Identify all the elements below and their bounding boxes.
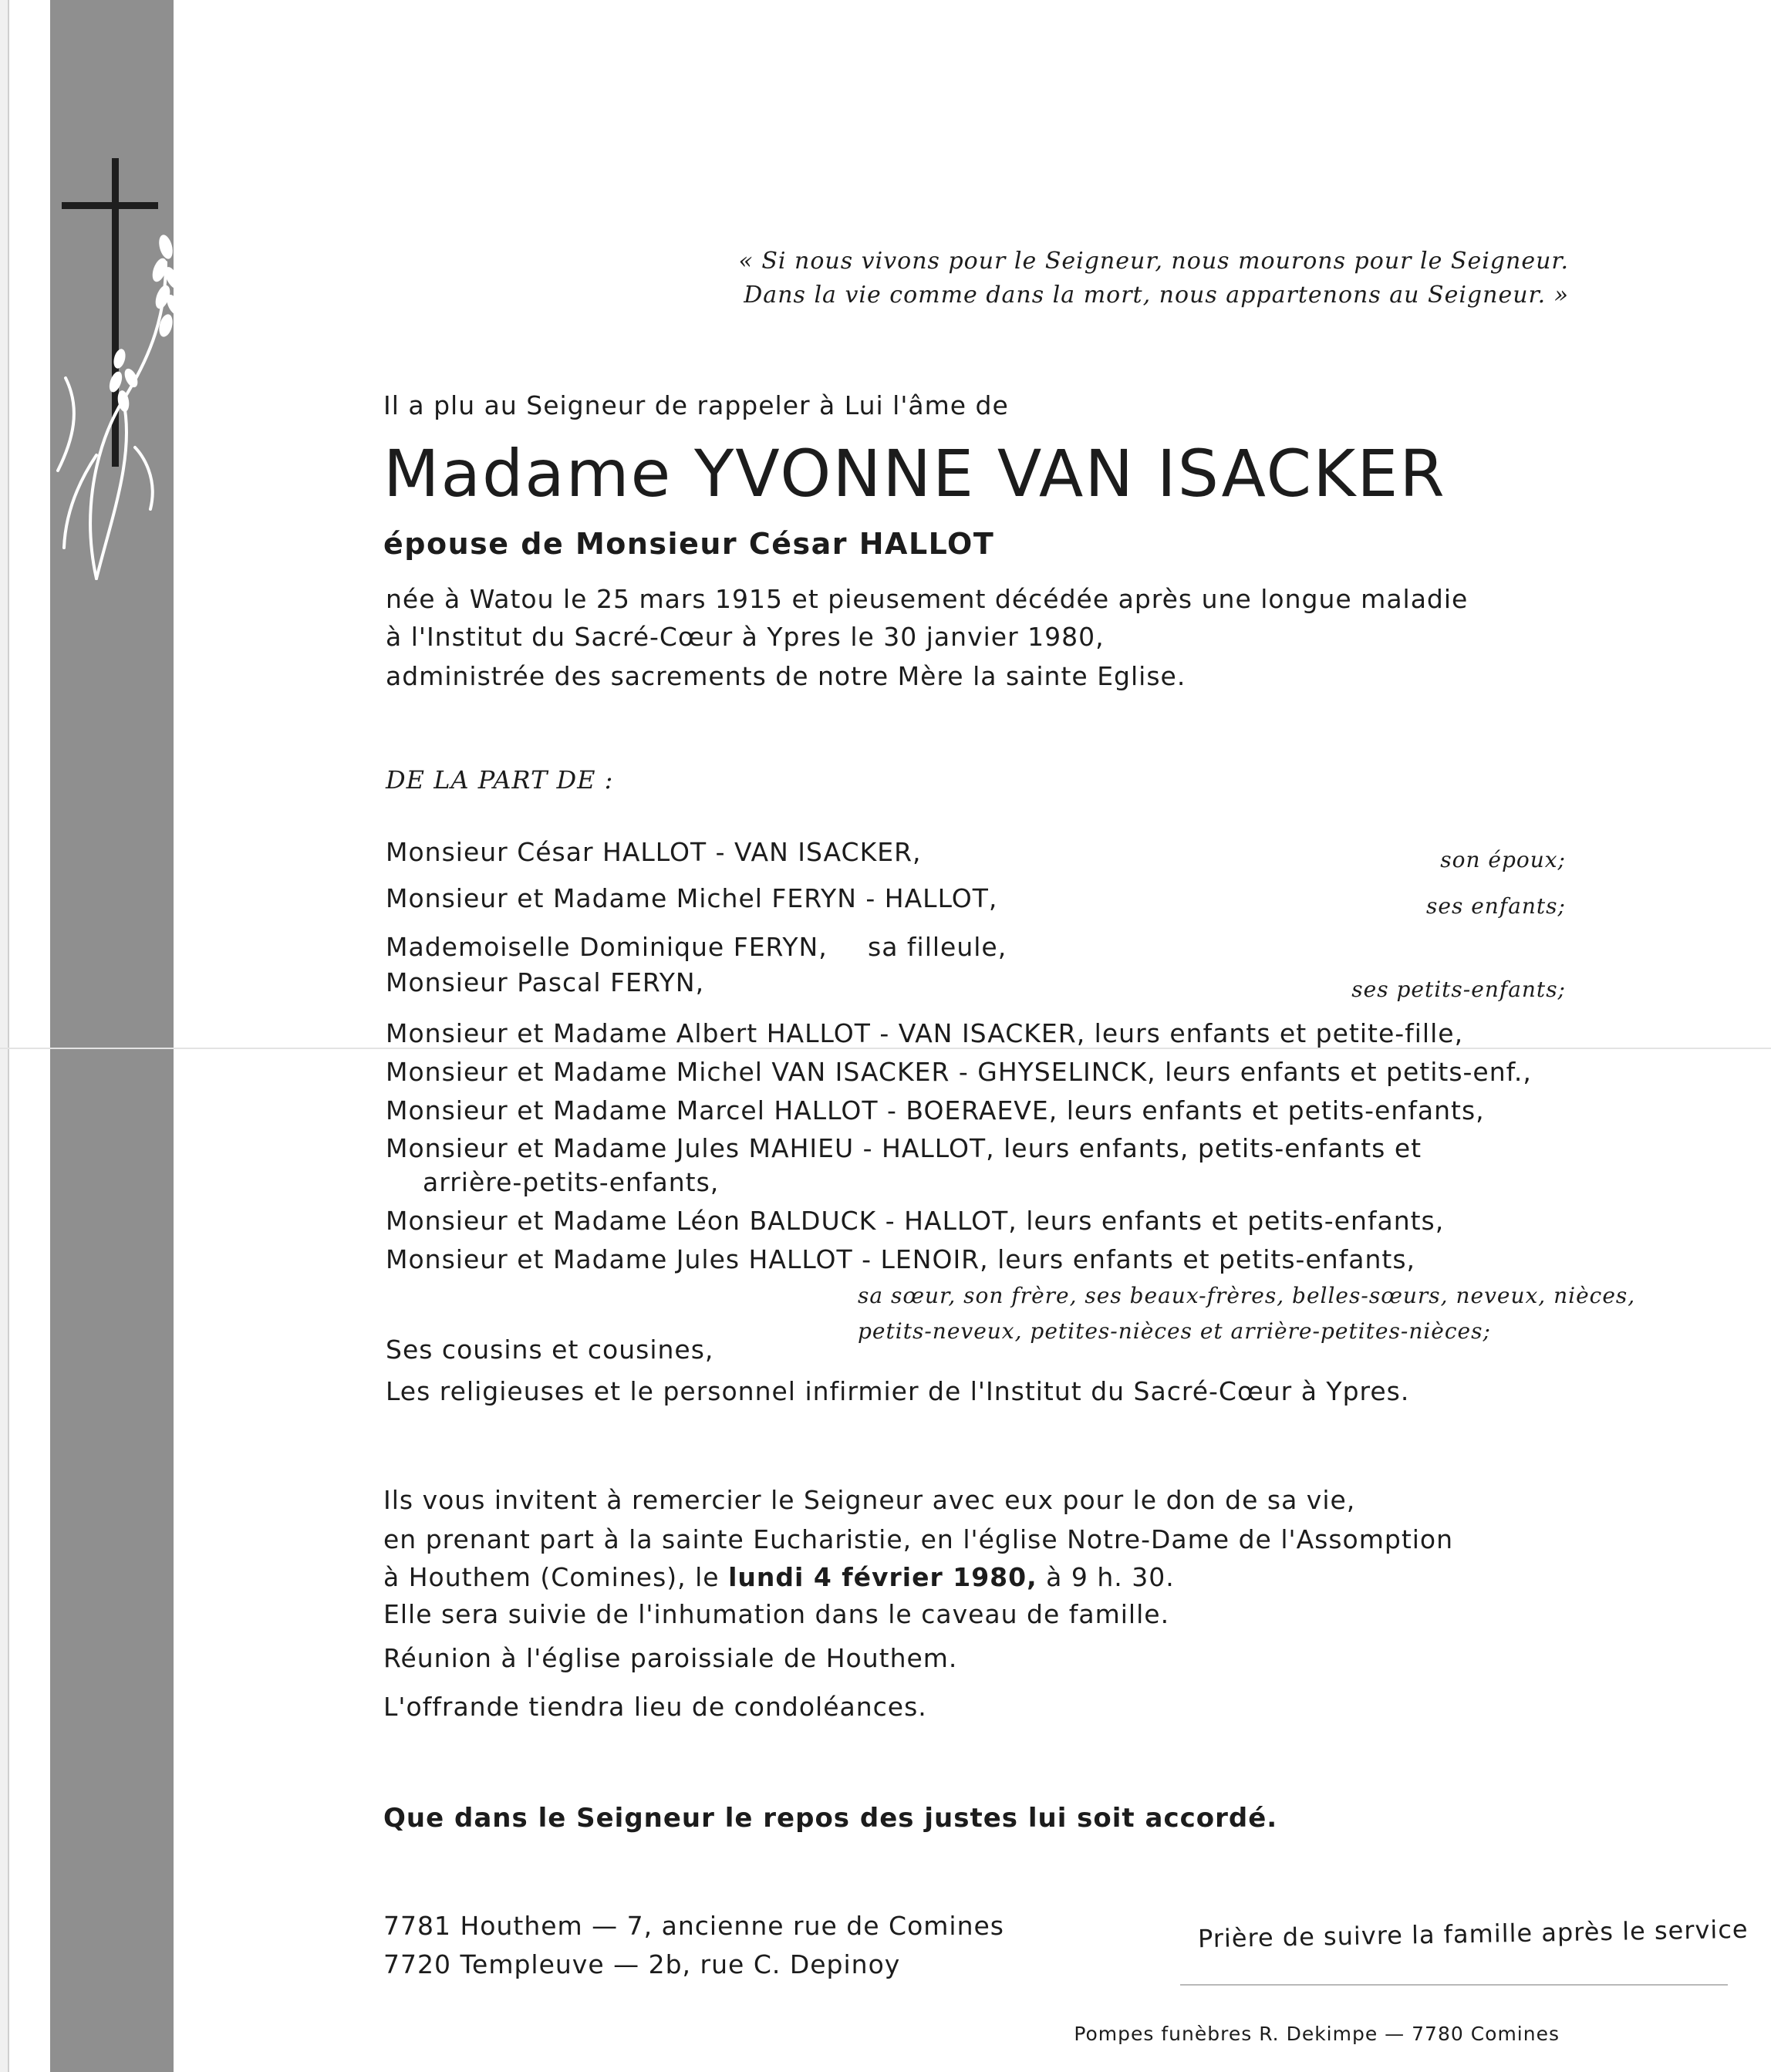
sibling-6: Monsieur et Madame Jules HALLOT - LENOIR, leurs enfants et petits-enfants, bbox=[386, 1244, 1416, 1274]
family-goddaughter: Mademoiselle Dominique FERYN, bbox=[386, 932, 828, 962]
invitation-line-1: Ils vous invitent à remercier le Seigneur avec eux pour le don de sa vie, bbox=[383, 1485, 1356, 1515]
sibling-3: Monsieur et Madame Marcel HALLOT - BOERAEVE, leurs enfants et petits-enfants, bbox=[386, 1095, 1485, 1125]
relation-siblings-2: petits-neveux, petites-nièces et arrière-petites-nièces; bbox=[858, 1318, 1491, 1344]
quote-line-2: Dans la vie comme dans la mort, nous appartenons au Seigneur. » bbox=[744, 282, 1569, 309]
prayer-line: Que dans le Seigneur le repos des justes lui soit accordé. bbox=[383, 1803, 1278, 1834]
bio-line-2: à l'Institut du Sacré-Cœur à Ypres le 30 janvier 1980, bbox=[386, 622, 1105, 652]
address-1: 7781 Houthem — 7, ancienne rue de Comines bbox=[383, 1911, 1004, 1941]
deceased-name: Madame YVONNE VAN ISACKER bbox=[383, 436, 1446, 511]
invitation-line-2: en prenant part à la sainte Eucharistie, en l'église Notre-Dame de l'Assomption bbox=[383, 1524, 1454, 1554]
family-spouse: Monsieur César HALLOT - VAN ISACKER, bbox=[386, 837, 922, 867]
sibling-4-cont: arrière-petits-enfants, bbox=[423, 1167, 720, 1197]
bio-line-3: administrée des sacrements de notre Mère la sainte Eglise. bbox=[386, 661, 1186, 691]
goddaughter-note: sa filleule, bbox=[868, 932, 1007, 962]
from-heading: DE LA PART DE : bbox=[386, 765, 614, 795]
invitation-line-6: L'offrande tiendra lieu de condoléances. bbox=[383, 1692, 927, 1722]
invitation-line-4: Elle sera suivie de l'inhumation dans le caveau de famille. bbox=[383, 1599, 1170, 1629]
invitation-line-5: Réunion à l'église paroissiale de Houthem. bbox=[383, 1643, 958, 1673]
relation-grandchildren: ses petits-enfants; bbox=[1351, 977, 1566, 1002]
service-time: à 9 h. 30. bbox=[1046, 1562, 1175, 1592]
family-grandchild: Monsieur Pascal FERYN, bbox=[386, 967, 705, 997]
funeral-home: Pompes funèbres R. Dekimpe — 7780 Comines bbox=[1074, 2023, 1560, 2045]
bio-line-1: née à Watou le 25 mars 1915 et pieusement décédée après une longue maladie bbox=[386, 584, 1469, 614]
service-date: lundi 4 février 1980, bbox=[728, 1562, 1037, 1592]
family-children: Monsieur et Madame Michel FERYN - HALLOT, bbox=[386, 883, 998, 913]
follow-note-divider bbox=[1180, 1984, 1728, 1986]
spouse-line: épouse de Monsieur César HALLOT bbox=[383, 527, 995, 561]
others-2: Les religieuses et le personnel infirmier de l'Institut du Sacré-Cœur à Ypres. bbox=[386, 1376, 1410, 1406]
address-2: 7720 Templeuve — 2b, rue C. Depinoy bbox=[383, 1949, 901, 1979]
others-1: Ses cousins et cousines, bbox=[386, 1335, 714, 1365]
sibling-4: Monsieur et Madame Jules MAHIEU - HALLOT, leurs enfants, petits-enfants et bbox=[386, 1133, 1422, 1163]
cross-and-wheat-icon bbox=[50, 147, 174, 594]
sibling-1: Monsieur et Madame Albert HALLOT - VAN ISACKER, leurs enfants et petite-fille, bbox=[386, 1018, 1464, 1048]
invitation-place: à Houthem (Comines), le bbox=[383, 1562, 720, 1592]
relation-siblings-1: sa sœur, son frère, ses beaux-frères, belles-sœurs, neveux, nièces, bbox=[858, 1283, 1636, 1308]
invitation-line-3 bbox=[383, 1562, 1175, 1592]
intro-text: Il a plu au Seigneur de rappeler à Lui l'âme de bbox=[383, 390, 1009, 420]
quote-line-1: « Si nous vivons pour le Seigneur, nous mourons pour le Seigneur. bbox=[738, 248, 1569, 275]
sibling-2: Monsieur et Madame Michel VAN ISACKER - GHYSELINCK, leurs enfants et petits-enf., bbox=[386, 1057, 1532, 1087]
follow-note: Prière de suivre la famille après le service bbox=[1197, 1914, 1749, 1954]
page-left-edge bbox=[0, 0, 9, 2072]
relation-spouse: son époux; bbox=[1440, 847, 1566, 872]
relation-children: ses enfants; bbox=[1426, 893, 1566, 919]
sibling-5: Monsieur et Madame Léon BALDUCK - HALLOT, leurs enfants et petits-enfants, bbox=[386, 1206, 1445, 1236]
